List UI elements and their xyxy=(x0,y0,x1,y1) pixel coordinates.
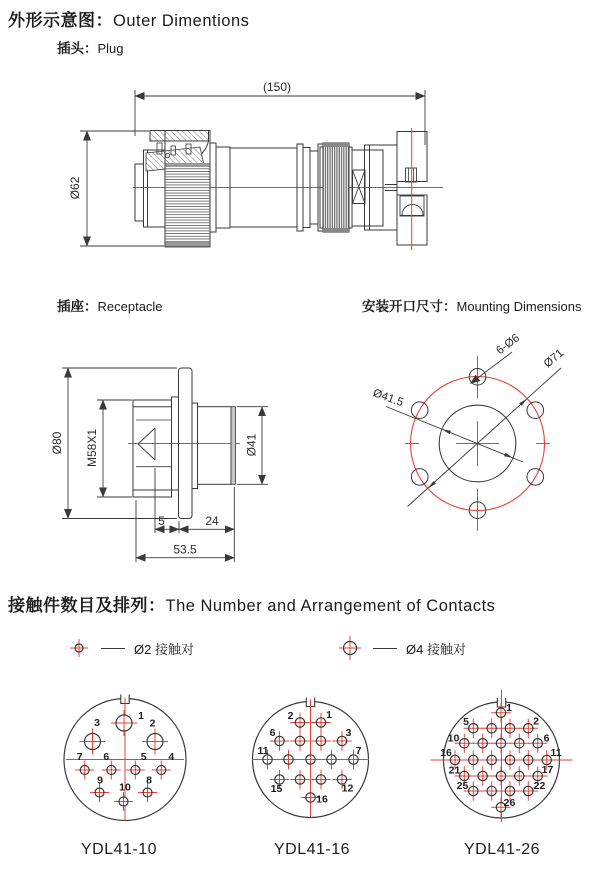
contact-number: 17 xyxy=(541,764,554,776)
contact-number: 6 xyxy=(103,751,110,763)
svg-text:Ø41.5: Ø41.5 xyxy=(371,387,405,410)
plug-dim-diameter xyxy=(68,131,164,246)
page-title-en: Outer Dimentions xyxy=(113,12,250,30)
svg-text:(150): (150) xyxy=(262,80,292,94)
mounting-section-label: 安装开口尺寸：Mounting Dimensions xyxy=(362,299,582,314)
svg-text:53.5: 53.5 xyxy=(173,542,197,557)
legend-label-4mm: Ø4 接触对 xyxy=(406,641,466,657)
receptacle-dims-bottom xyxy=(136,468,234,562)
svg-text:M58X1: M58X1 xyxy=(85,428,99,468)
contact-number: 3 xyxy=(345,727,352,739)
mounting-dim-opening xyxy=(371,387,523,462)
contact-number: 12 xyxy=(341,782,354,795)
caption-ydl41-16: YDL41-16 xyxy=(273,841,351,858)
svg-text:6-Ø6: 6-Ø6 xyxy=(494,332,523,358)
receptacle-section-label: 插座：Receptacle xyxy=(57,299,163,314)
contact-number: 22 xyxy=(533,780,546,792)
mounting-dim-holes xyxy=(471,332,523,383)
plug-drawing xyxy=(68,80,443,250)
svg-text:Ø41: Ø41 xyxy=(244,433,259,457)
contacts-section-title: 接触件数目及排列：The Number and Arrangement of Contacts xyxy=(8,596,496,615)
contact-number: 7 xyxy=(76,751,83,763)
contact-number: 15 xyxy=(270,783,283,795)
contact-number: 8 xyxy=(146,774,152,787)
contact-number: 16 xyxy=(440,747,452,759)
contact-number: 5 xyxy=(140,751,147,763)
receptacle-dim-thread xyxy=(85,400,132,497)
caption-ydl41-10: YDL41-10 xyxy=(80,841,158,858)
page-title-zh: 外形示意图： xyxy=(8,11,113,30)
caption-ydl41-26: YDL41-26 xyxy=(463,841,541,858)
plug-section-label: 插头：Plug xyxy=(57,41,124,56)
receptacle-dim-barrel xyxy=(237,407,268,485)
svg-text:24: 24 xyxy=(205,514,219,528)
svg-text:Ø80: Ø80 xyxy=(50,431,64,455)
legend-label-2mm: Ø2 接触对 xyxy=(134,641,194,657)
mounting-drawing xyxy=(371,332,566,531)
contact-diagrams-layer xyxy=(64,690,573,822)
receptacle-drawing xyxy=(50,368,268,562)
contact-number: 6 xyxy=(269,727,276,739)
svg-text:5: 5 xyxy=(158,514,165,528)
contact-number: 1 xyxy=(506,702,512,714)
contact-number: 26 xyxy=(503,797,516,809)
svg-text:Ø71: Ø71 xyxy=(541,347,567,371)
contact-number: 2 xyxy=(533,715,539,728)
contact-diagram-ydl41-10 xyxy=(64,695,186,821)
contact-number: 1 xyxy=(326,709,332,721)
contact-number: 9 xyxy=(97,774,103,787)
svg-text:Ø62: Ø62 xyxy=(68,176,82,200)
contact-number: 11 xyxy=(550,747,562,759)
contact-number: 2 xyxy=(149,717,156,730)
contact-number: 2 xyxy=(287,710,294,722)
contact-diagram-ydl41-26 xyxy=(431,690,573,822)
contact-number: 21 xyxy=(448,764,461,777)
contact-number: 10 xyxy=(119,781,131,794)
contact-number: 11 xyxy=(257,745,269,757)
contact-number: 4 xyxy=(168,751,175,763)
contact-number: 3 xyxy=(94,717,100,729)
contact-number: 5 xyxy=(463,716,469,728)
contact-number: 1 xyxy=(138,710,144,722)
contact-number: 7 xyxy=(355,745,362,757)
contact-number: 25 xyxy=(456,780,469,792)
contact-number: 16 xyxy=(316,793,328,806)
contact-number: 10 xyxy=(447,732,460,745)
contact-number: 6 xyxy=(543,732,550,745)
contact-diagram-ydl41-16 xyxy=(252,698,369,818)
